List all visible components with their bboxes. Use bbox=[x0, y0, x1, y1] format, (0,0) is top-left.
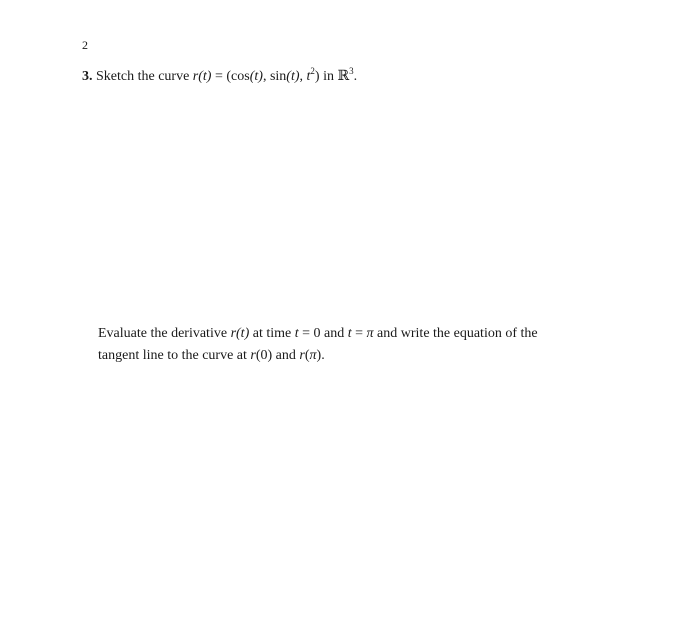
curve-function-arg: (t) bbox=[198, 69, 212, 84]
equals-sign: = bbox=[211, 69, 227, 84]
derivative-function-arg: (t) bbox=[236, 326, 250, 341]
vector-close-paren: ) bbox=[314, 69, 320, 84]
cos-argument: (t) bbox=[249, 69, 263, 84]
followup-equals: = bbox=[351, 326, 367, 341]
page-number: 2 bbox=[82, 38, 88, 52]
followup-line-1 bbox=[98, 323, 618, 345]
problem-statement bbox=[82, 68, 357, 86]
point-function-name-2: r bbox=[299, 348, 305, 363]
problem-number: 3. bbox=[82, 69, 93, 84]
t-squared-base: t bbox=[306, 69, 311, 84]
curve-function-name: r bbox=[192, 69, 199, 84]
followup-line-2 bbox=[98, 345, 618, 367]
point-argument-1: (0) bbox=[255, 348, 273, 363]
followup-instructions bbox=[98, 323, 618, 367]
followup-text-c: and write the equation of the bbox=[373, 326, 538, 341]
component-separator-2: , bbox=[299, 69, 307, 84]
followup-text-a: Evaluate the derivative bbox=[98, 326, 231, 341]
followup-text-d: tangent line to the curve at bbox=[98, 348, 251, 363]
problem-lead-text: Sketch the curve bbox=[92, 69, 193, 84]
derivative-function-name: r bbox=[230, 326, 237, 341]
real-space-symbol: ℝ bbox=[337, 69, 350, 84]
sin-argument: (t) bbox=[286, 69, 300, 84]
pi-symbol-2: π bbox=[309, 348, 317, 363]
followup-and: and bbox=[272, 348, 300, 363]
sin-function: sin bbox=[269, 69, 287, 84]
cos-function: cos bbox=[231, 69, 250, 84]
point-argument-open: ( bbox=[304, 348, 310, 363]
t-squared-exponent: 2 bbox=[310, 66, 315, 76]
problem-period: . bbox=[353, 69, 358, 84]
point-function-name-1: r bbox=[250, 348, 256, 363]
time-variable-1: t bbox=[294, 326, 299, 341]
pi-symbol-1: π bbox=[366, 326, 374, 341]
vector-open-paren: ( bbox=[226, 69, 232, 84]
time-variable-2: t bbox=[347, 326, 352, 341]
real-space-exponent: 3 bbox=[349, 66, 354, 76]
followup-equals-zero: = 0 and bbox=[298, 326, 348, 341]
component-separator-1: , bbox=[262, 69, 270, 84]
point-argument-close: ). bbox=[316, 348, 325, 363]
in-word: in bbox=[319, 69, 338, 84]
followup-text-b: at time bbox=[249, 326, 295, 341]
